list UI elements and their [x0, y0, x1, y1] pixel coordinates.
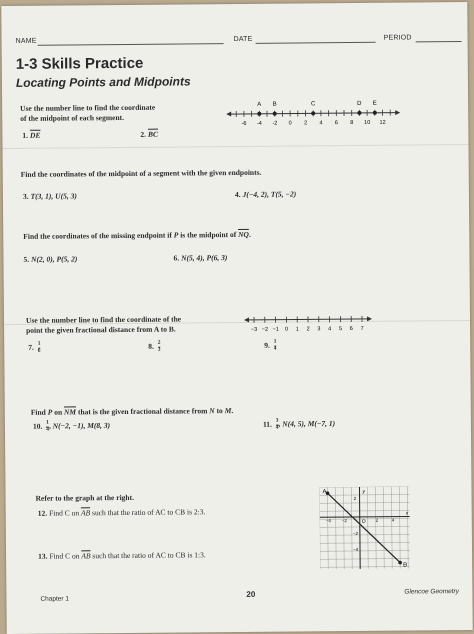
instruction-text: to	[215, 406, 225, 415]
fraction	[46, 421, 49, 433]
grid-line	[320, 566, 410, 567]
tick-label: 2	[354, 496, 357, 501]
fraction	[274, 340, 277, 352]
page-title: 1-3 Skills Practice	[16, 55, 144, 73]
tick-label: 4	[328, 326, 331, 332]
grid-line	[351, 487, 352, 569]
tick-label: 4	[319, 120, 322, 126]
tick-label: 2	[304, 120, 307, 126]
grid-line	[320, 526, 410, 527]
grid-line	[383, 487, 384, 569]
problem-number: 6.	[173, 254, 179, 263]
numerator: 2	[158, 341, 161, 348]
instruction-text: .	[231, 406, 233, 415]
problem-number: 2.	[140, 130, 146, 139]
instruction-text: Find	[31, 408, 48, 417]
number-line-1	[226, 95, 400, 129]
footer-publisher: Glencoe Geometry	[404, 588, 459, 595]
tick-label: −4	[353, 547, 359, 552]
tick-label: -2	[272, 121, 277, 127]
y-axis-label: y	[361, 489, 365, 495]
tick-label: 4	[392, 518, 395, 523]
numerator: 1	[46, 421, 49, 428]
point-label: C	[311, 101, 316, 107]
problem-text: N(5, 4), P(6, 3)	[181, 253, 227, 262]
problem-number: 4.	[235, 190, 241, 199]
instruction-line: Use the number line to find the coordinate of the	[26, 314, 181, 325]
tick-label: 2	[307, 326, 310, 332]
grid-line	[320, 534, 410, 535]
date-line	[256, 42, 376, 44]
variable: N	[209, 406, 215, 415]
problem-text: such that the ratio of AC to CB is 2:3.	[90, 507, 205, 517]
tick-label: −3	[251, 327, 257, 333]
tick-label: −4	[326, 518, 332, 523]
problem-text: T(3, 1), U(5, 3)	[31, 191, 77, 200]
problem-number: 10.	[33, 421, 42, 430]
point-a	[257, 112, 261, 116]
x-axis-label: x	[405, 511, 409, 517]
problem-10: 10. $\frac{1}{4}$ , N(−2, −1), M(8, 3)	[33, 420, 110, 433]
footer-chapter: Chapter 1	[40, 595, 69, 602]
problem-1	[22, 131, 40, 140]
numerator: 3	[276, 419, 279, 426]
grid-line	[335, 487, 336, 569]
problem-text: J(−4, 2), T(5, −2)	[243, 189, 297, 198]
page-number: 20	[246, 590, 255, 599]
tick-label: 7	[361, 326, 364, 332]
period-label: PERIOD	[384, 34, 412, 41]
page-subtitle: Locating Points and Midpoints	[16, 74, 191, 90]
fraction	[38, 342, 41, 354]
problem-2	[140, 130, 158, 139]
problem-text: such that the ratio of AC to CB is 1:3.	[90, 550, 205, 560]
problem-4	[235, 189, 296, 199]
tick-label: 2	[376, 518, 379, 523]
point-label: A	[257, 102, 261, 108]
fold-crease	[3, 144, 469, 149]
tick-label: 3	[317, 326, 320, 332]
tick-label: −2	[353, 531, 359, 536]
instruction-text: .	[249, 230, 251, 239]
worksheet-page	[1, 2, 472, 634]
problem-11: 11. $\frac{3}{4}$ , N(4, 5), M(−7, 1)	[263, 418, 335, 431]
segment-label: $\overline{NQ}$	[238, 230, 249, 239]
grid-line	[320, 542, 410, 543]
tick-label: 6	[350, 326, 353, 332]
grid-line	[320, 550, 410, 551]
grid-line	[319, 487, 409, 488]
fraction	[158, 341, 161, 353]
problem-13	[38, 550, 206, 560]
number-line-2	[244, 311, 372, 336]
segment-label: $\overline{BC}$	[148, 130, 158, 139]
denominator: 3	[158, 347, 161, 353]
point-label: E	[373, 101, 377, 107]
tick-label: 8	[350, 120, 353, 126]
problem-9	[264, 340, 276, 352]
point-c	[311, 111, 315, 115]
instruction-line: point the given fractional distance from A to B.	[26, 324, 181, 335]
problem-number: 7.	[28, 342, 34, 351]
variable: M	[225, 406, 232, 415]
problem-3	[23, 191, 77, 200]
section1-instruction	[20, 103, 155, 124]
point-b-label: B	[403, 563, 407, 569]
tick-label: −1	[273, 327, 279, 333]
origin-label: O	[362, 519, 366, 525]
segment-label: $\overline{AB}$	[81, 508, 90, 517]
instruction-text: Find the coordinates of the missing endpoint if	[23, 231, 174, 241]
problem-5	[23, 254, 77, 263]
tick-label: −2	[262, 327, 268, 333]
grid-line	[399, 487, 400, 569]
numerator: 1	[274, 340, 277, 347]
tick-label: 12	[380, 120, 386, 126]
problem-text: N(2, 0), P(5, 2)	[31, 254, 77, 263]
point-e	[373, 111, 377, 115]
variable: P	[48, 408, 53, 417]
grid-line	[327, 487, 328, 569]
problem-8	[148, 341, 160, 353]
instruction-text: that is the given fractional distance from	[76, 406, 209, 416]
problem-text: N(−2, −1), M(8, 3)	[53, 421, 110, 431]
name-label: NAME	[16, 38, 37, 45]
problem-number: 13.	[38, 552, 47, 561]
coordinate-graph	[319, 487, 410, 570]
problem-text: Find C on	[49, 508, 81, 517]
denominator: 4	[276, 425, 279, 431]
tick-label: −2	[342, 518, 348, 523]
point-label: B	[273, 102, 277, 108]
problem-number: 9.	[264, 340, 270, 349]
segment-label: $\overline{DE}$	[30, 131, 41, 140]
grid-line	[320, 511, 410, 512]
tick-label: 0	[285, 327, 288, 333]
section4-instruction	[26, 314, 181, 335]
problem-number: 11.	[263, 419, 272, 428]
problem-number: 3.	[23, 192, 29, 201]
problem-7	[28, 342, 40, 354]
tick-label: 0	[289, 121, 292, 127]
tick-label: 10	[364, 120, 370, 126]
grid-line	[343, 487, 344, 569]
problem-text: Find C on	[49, 551, 81, 560]
tick-label: 6	[335, 120, 338, 126]
point-label: D	[357, 101, 362, 107]
problem-number: 1.	[22, 131, 28, 140]
tick-label: 1	[296, 326, 299, 332]
section2-instruction: Find the coordinates of the midpoint of a segment with the given endpoints.	[21, 168, 262, 180]
point-a-label: A	[322, 489, 326, 495]
date-label: DATE	[234, 36, 253, 43]
grid-line	[375, 487, 376, 569]
denominator: 4	[46, 427, 49, 433]
problem-number: 8.	[148, 341, 154, 350]
grid-line	[320, 503, 410, 504]
point-d	[357, 111, 361, 115]
grid-line	[319, 487, 320, 569]
section6-instruction: Refer to the graph at the right.	[36, 493, 134, 504]
grid-line	[391, 487, 392, 569]
tick-label: -4	[257, 121, 262, 127]
tick-label: -6	[242, 121, 247, 127]
problem-text: N(4, 5), M(−7, 1)	[282, 419, 335, 428]
instruction-text: is the midpoint of	[178, 230, 238, 240]
instruction-text: on	[52, 408, 64, 417]
fraction	[276, 419, 279, 431]
point-b	[273, 112, 277, 116]
instruction-line: Use the number line to find the coordinate	[20, 103, 155, 114]
period-line	[416, 41, 462, 42]
problem-6	[173, 253, 227, 262]
grid-line	[367, 487, 368, 569]
section3-instruction	[23, 230, 251, 242]
name-line	[38, 43, 224, 46]
instruction-line: of the midpoint of each segment.	[20, 113, 155, 124]
problem-12	[38, 507, 206, 517]
denominator: 4	[274, 346, 277, 352]
tick-label: 5	[339, 326, 342, 332]
variable: P	[174, 231, 179, 240]
segment-label: $\overline{NM}$	[64, 407, 76, 416]
grid-line	[407, 487, 408, 569]
segment-label: $\overline{AB}$	[81, 551, 90, 560]
denominator: 6	[38, 348, 41, 354]
numerator: 1	[38, 342, 41, 349]
problem-number: 12.	[38, 509, 47, 518]
section5-instruction	[31, 406, 233, 418]
problem-number: 5.	[23, 255, 29, 264]
